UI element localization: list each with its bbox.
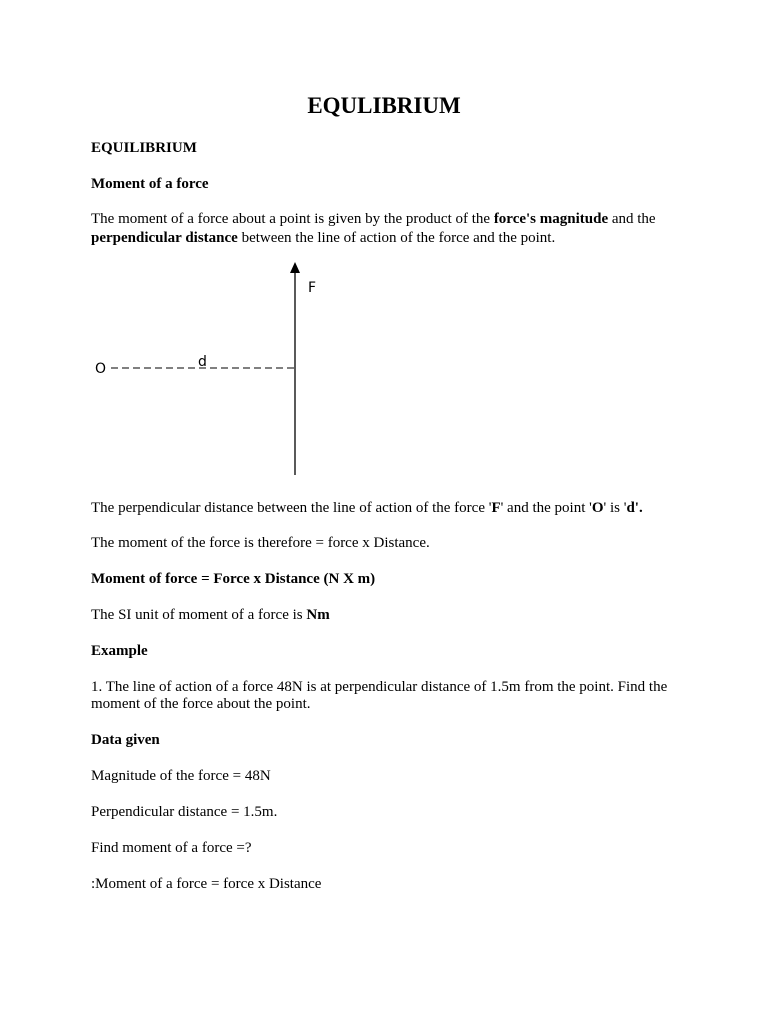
point-label: O xyxy=(95,361,107,377)
intro-line-2 xyxy=(91,229,691,247)
si-unit-bold: Nm xyxy=(306,607,330,623)
data-given-item: :Moment of a force = force x Distance xyxy=(91,876,322,892)
moment-diagram xyxy=(91,258,331,480)
perpendicular-sentence xyxy=(91,499,691,517)
distance-label: d xyxy=(198,354,207,370)
si-unit-sentence xyxy=(91,606,691,624)
moment-sentence: The moment of the force is therefore = force x Distance. xyxy=(91,535,430,551)
formula: Moment of force = Force x Distance (N X m) xyxy=(91,571,376,587)
perp-bold-d: d'. xyxy=(626,500,643,516)
force-arrowhead xyxy=(290,262,300,273)
intro-bold-magnitude: force's magnitude xyxy=(493,211,609,227)
data-given-item: Find moment of a force =? xyxy=(91,840,252,856)
example-heading: Example xyxy=(91,643,148,659)
data-given-item: Magnitude of the force = 48N xyxy=(91,768,271,784)
si-unit-text: The SI unit of moment of a force is xyxy=(91,607,307,623)
data-given-heading: Data given xyxy=(91,732,160,748)
intro-bold-perpendicular: perpendicular distance xyxy=(91,230,238,246)
perp-text-2: ' and the point ' xyxy=(500,500,592,516)
intro-text-3: between the line of action of the force and the point. xyxy=(237,230,556,246)
subheading-moment-of-force: Moment of a force xyxy=(91,176,209,192)
section-heading: EQUILIBRIUM xyxy=(91,140,197,156)
perp-text-3: ' is ' xyxy=(603,500,627,516)
force-label: F xyxy=(308,280,317,296)
example-question-line-2: moment of the force about the point. xyxy=(91,696,311,712)
intro-text-1: The moment of a force about a point is given by the product of the xyxy=(91,211,494,227)
perp-bold-f: F xyxy=(491,500,501,516)
example-question-line-1: 1. The line of action of a force 48N is at perpendicular distance of 1.5m from the point. Find the xyxy=(91,679,668,695)
perp-text-1: The perpendicular distance between the line of action of the force ' xyxy=(91,500,492,516)
data-given-item: Perpendicular distance = 1.5m. xyxy=(91,804,278,820)
perp-bold-o: O xyxy=(591,500,604,516)
intro-line-1 xyxy=(91,210,691,228)
page-title: EQULIBRIUM xyxy=(307,93,461,118)
intro-text-2: and the xyxy=(608,211,656,227)
